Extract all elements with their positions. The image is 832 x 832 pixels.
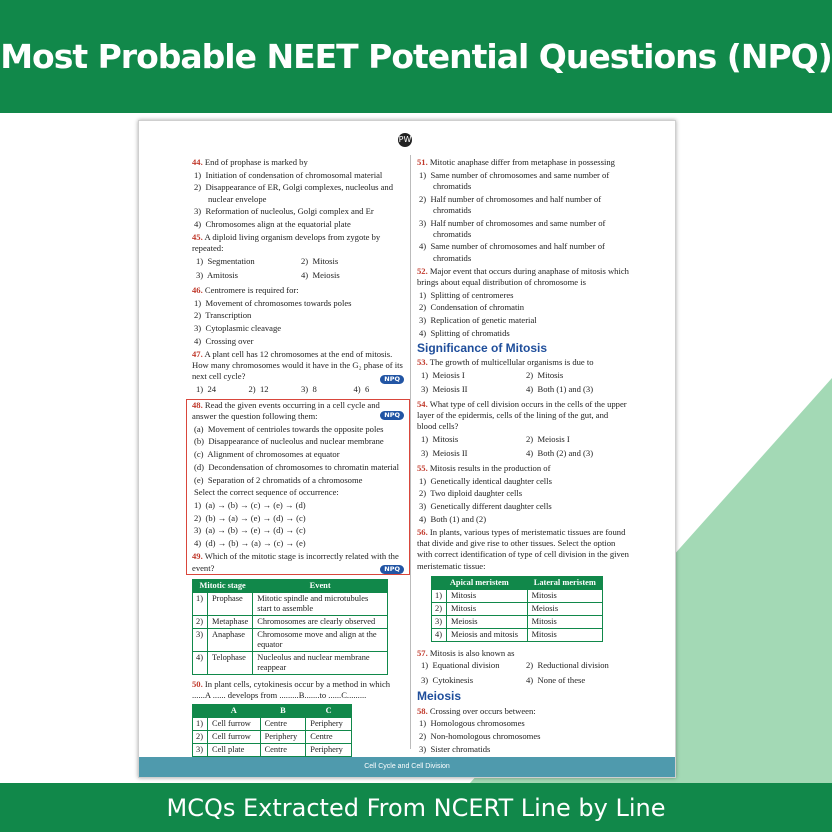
option: 2) Non-homologous chromosomes: [419, 730, 541, 741]
option: 1) (a) → (b) → (c) → (e) → (d): [194, 499, 306, 510]
option: 1) Initiation of condensation of chromosomal material: [194, 169, 383, 180]
option: 4) Crossing over: [194, 335, 254, 346]
option: 3) Sister chromatids: [419, 743, 491, 754]
right-column: [417, 157, 629, 770]
option: 4) Both (1) and (3): [526, 384, 594, 395]
pw-logo-icon: PW: [398, 133, 412, 147]
option: 2) Reductional division: [526, 660, 609, 671]
table-row: 2) Metaphase Chromosomes are clearly observed: [193, 615, 388, 628]
option: 2) Mitosis: [526, 369, 564, 380]
option: 3) Cytokinesis: [421, 674, 474, 685]
question-58: 58. Crossing over occurs between: 1) Homologous chromosomes 2) Non-homologous chromosomes 3) Sister chromatids: [417, 706, 629, 768]
mitotic-stage-table: [192, 579, 388, 675]
question-53: 53. The growth of multicellular organisms is due to 1) Meiosis I 2) Mitosis 3) Meiosis II 4) Both (1) and (3): [417, 357, 629, 397]
npq-badge: NPQ: [380, 375, 404, 384]
section-heading-significance: Significance of Mitosis: [417, 341, 548, 356]
banner-title: Most Probable NEET Potential Questions (NPQ): [0, 37, 832, 76]
top-banner: [0, 0, 832, 113]
option: 1) Movement of chromosomes towards poles: [194, 297, 352, 308]
event-statement: (a) Movement of centrioles towards the opposite poles: [194, 423, 384, 434]
question-57: 57. Mitosis is also known as 1) Equational division 2) Reductional division 3) Cytokinesis 4) None of these: [417, 648, 629, 688]
option: 4) 6: [353, 384, 370, 395]
question-prompt: Select the correct sequence of occurrence:: [194, 487, 339, 498]
highlighted-question-box: [186, 399, 410, 575]
table-row: 3) Meiosis Mitosis: [432, 615, 603, 628]
option: 3) 8: [301, 384, 317, 395]
option: 1) Segmentation: [196, 256, 255, 267]
option: 2) Condensation of chromatin: [419, 302, 525, 313]
option: 3) Replication of genetic material: [419, 315, 537, 326]
option: 1) Meiosis I: [421, 369, 465, 380]
question-52: 52. Major event that occurs during anaphase of mitosis which brings about equal distribution of chromosome is 1) Splitting of centromeres 2) Condensation of chromatin 3) Replication of genetic material 4) Splitting of chromatids: [417, 265, 629, 338]
option: 2) Disappearance of ER, Golgi complexes, nucleolus and nuclear envelope: [194, 182, 394, 204]
table-row: 3) Anaphase Chromosome move and align at the equator: [193, 628, 388, 651]
question-45: 45. A diploid living organism develops from zygote by repeated: 1) Segmentation 2) Mitosis 3) Amitosis 4) Meiosis: [192, 232, 404, 283]
option: 1) 24: [196, 384, 217, 395]
question-50: 50. In plant cells, cytokinesis occur by a method in which ......A ...... develops from .........B.......to ......C.........: [192, 678, 391, 700]
event-statement: (b) Disappearance of nucleolus and nuclear membrane: [194, 436, 384, 447]
option: 2) Meiosis I: [526, 433, 570, 444]
question-44: 44. End of prophase is marked by 1) Initiation of condensation of chromosomal material 2) Disappearance of ER, Golgi complexes, nucleolus and nuclear envelope 3) Reformation of nucleolus, Golgi complex and Er 4) Chromosomes align at the equatorial plate: [192, 157, 404, 230]
column-divider: [410, 155, 411, 749]
question-48: 48. Read the given events occurring in a cell cycle and answer the question following them: NPQ (a) Movement of centrioles towards the opposite poles (b) Disappearance of nucleolus and nuclear membrane (c) Alignment of chromosomes at equator (d) Decondensation of chromosomes to chromatin material (e) Separation of 2 chromatids of a chromosome Select the correct sequence of occurrence: 1) (a) → (b) → (c) → (e) → (d) 2) (b) → (a) → (e) → (d) → (c) 3) (a) → (b) → (e) → (d) → (c) 4) (d) → (b) → (a) → (c) → (e): [192, 400, 404, 549]
table-row: 4) Telophase Nucleolus and nuclear membrane reappear: [193, 651, 388, 674]
meristem-table: Apical meristem Lateral meristem 1) Mitosis Mitosis 2) Mitosis Meiosis 3) Meiosis Mitosis 4) Meiosis and mitosis Mitosis: [431, 576, 603, 642]
left-column: [192, 157, 404, 770]
table-row: 2) Cell furrow Periphery Centre: [193, 731, 352, 744]
question-56: 56. In plants, various types of meristematic tissues are found that divide and give rise to other tissues. Select the option with correct identification of type of cell division in the given meristematic tissue:: [417, 526, 629, 571]
option: 2) Half number of chromosomes and half number of chromatids: [419, 193, 602, 215]
event-statement: (d) Decondensation of chromosomes to chromatin material: [194, 461, 399, 472]
question-49: 49. Which of the mitotic stage is incorrectly related with the event? NPQ: [192, 551, 404, 573]
npq-badge: NPQ: [380, 565, 404, 574]
question-51: 51. Mitotic anaphase differ from metaphase in possessing 1) Same number of chromosomes and same number of chromatids 2) Half number of chromosomes and half number of chromatids 3) Half number of chromosomes and same number of chromatids 4) Same number of chromosomes and half number of chromatids: [417, 157, 629, 264]
option: 3) Amitosis: [196, 270, 239, 281]
question-47: 47. A plant cell has 12 chromosomes at the end of mitosis. How many chromosomes would it have in the G₂ phase of its next cell cycle? NPQ 1) 24 2) 12 3) 8 4) 6: [192, 349, 403, 395]
option: 2) 12: [248, 384, 269, 395]
question-55: 55. Mitosis results in the production of 1) Genetically identical daughter cells 2) Two diploid daughter cells 3) Genetically different daughter cells 4) Both (1) and (2): [417, 463, 629, 525]
table-row: 3) Cell plate Centre Periphery: [193, 744, 352, 757]
option: 1) Mitosis: [421, 433, 459, 444]
option: 4) Both (1) and (2): [419, 513, 487, 524]
option: 4) Chromosomes align at the equatorial plate: [194, 219, 351, 230]
table-row: 4) Meiosis and mitosis Mitosis: [432, 628, 603, 641]
table-row: 2) Mitosis Meiosis: [432, 602, 603, 615]
option: 4) (d) → (b) → (a) → (c) → (e): [194, 538, 306, 549]
option: 1) Equational division: [421, 660, 500, 671]
option: 1) Splitting of centromeres: [419, 289, 514, 300]
page-footer: Cell Cycle and Cell Division: [139, 757, 675, 777]
book-page: [138, 120, 676, 778]
option: 4) None of these: [526, 674, 586, 685]
table-row: 1) Prophase Mitotic spindle and microtubules start to assemble: [193, 592, 388, 615]
option: 3) Meiosis II: [421, 384, 468, 395]
option: 4) Splitting of chromatids: [419, 327, 510, 338]
table-header: Mitotic stage: [193, 579, 253, 592]
option: 1) Homologous chromosomes: [419, 718, 525, 729]
option: 2) (b) → (a) → (e) → (d) → (c): [194, 512, 306, 523]
table-row: 1) Mitosis Mitosis: [432, 589, 603, 602]
option: 2) Two diploid daughter cells: [419, 488, 523, 499]
option: 3) Genetically different daughter cells: [419, 500, 552, 511]
option: 3) Reformation of nucleolus, Golgi complex and Er: [194, 206, 374, 217]
event-statement: (e) Separation of 2 chromatids of a chromosome: [194, 474, 363, 485]
option: 3) Meiosis II: [421, 448, 468, 459]
npq-badge: NPQ: [380, 411, 404, 420]
option: 3) (a) → (b) → (e) → (d) → (c): [194, 525, 306, 536]
cytokinesis-table: A B C 1) Cell furrow Centre Periphery 2) Cell furrow Periphery Centre 3) Cell plate Centre Periphery: [192, 704, 352, 770]
option: 4) Meiosis: [301, 270, 340, 281]
option: 4) Both (2) and (3): [526, 448, 594, 459]
table-row: 1) Cell furrow Centre Periphery: [193, 718, 352, 731]
option: 2) Transcription: [194, 310, 252, 321]
option: 4) Same number of chromosomes and half number of chromatids: [419, 241, 605, 263]
question-46: 46. Centromere is required for: 1) Movement of chromosomes towards poles 2) Transcription 3) Cytoplasmic cleavage 4) Crossing over: [192, 285, 404, 347]
bottom-banner: [0, 783, 832, 832]
question-54: 54. What type of cell division occurs in the cells of the upper layer of the epidermis, cells of the lining of the gut, and blood cells? 1) Mitosis 2) Meiosis I 3) Meiosis II 4) Both (2) and (3): [417, 399, 629, 461]
option: 3) Cytoplasmic cleavage: [194, 323, 282, 334]
option: 1) Genetically identical daughter cells: [419, 475, 552, 486]
event-statement: (c) Alignment of chromosomes at equator: [194, 449, 340, 460]
bottom-banner-text: MCQs Extracted From NCERT Line by Line: [166, 793, 666, 822]
option: 1) Same number of chromosomes and same number of chromatids: [419, 169, 610, 191]
option: 2) Mitosis: [301, 256, 339, 267]
option: 3) Half number of chromosomes and same number of chromatids: [419, 217, 606, 239]
section-heading-meiosis: Meiosis: [417, 689, 462, 704]
table-header: Event: [253, 579, 388, 592]
